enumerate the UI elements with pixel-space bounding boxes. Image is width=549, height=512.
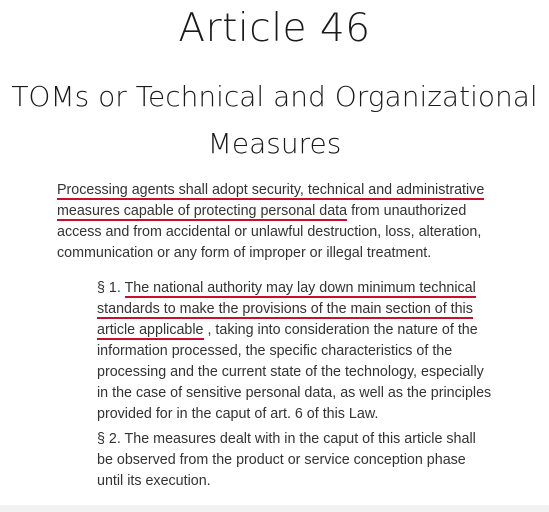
section-1-paragraph	[97, 278, 492, 425]
main-paragraph-highlight: Processing agents shall adopt security, technical and administrative measures capable of protecting personal data	[57, 182, 485, 219]
main-paragraph-text: from unauthorized access and from accidental or unlawful destruction, loss, alteration, communication or any form of improper or illegal treatment.	[57, 203, 482, 261]
main-paragraph	[57, 180, 494, 264]
section-1-prefix: § 1.	[97, 280, 125, 296]
bottom-divider	[0, 505, 549, 512]
section-1-text: , taking into consideration the nature of the information processed, the specific characteristics of the processing and the current state of the technology, especially in the case of sensitive personal data, as well as the principles provided for in the caput of art. 6 of this Law.	[97, 322, 492, 422]
section-2-paragraph: § 2. The measures dealt with in the caput of this article shall be observed from the product or service conception phase until its execution.	[97, 431, 476, 489]
article-subtitle: TOMs or Technical and Organizational Measures	[11, 80, 538, 160]
article-title: Article 46	[178, 6, 371, 51]
section-1-highlight: The national authority may lay down minimum technical standards to make the provisions of the main section of this article applicable	[97, 280, 476, 338]
